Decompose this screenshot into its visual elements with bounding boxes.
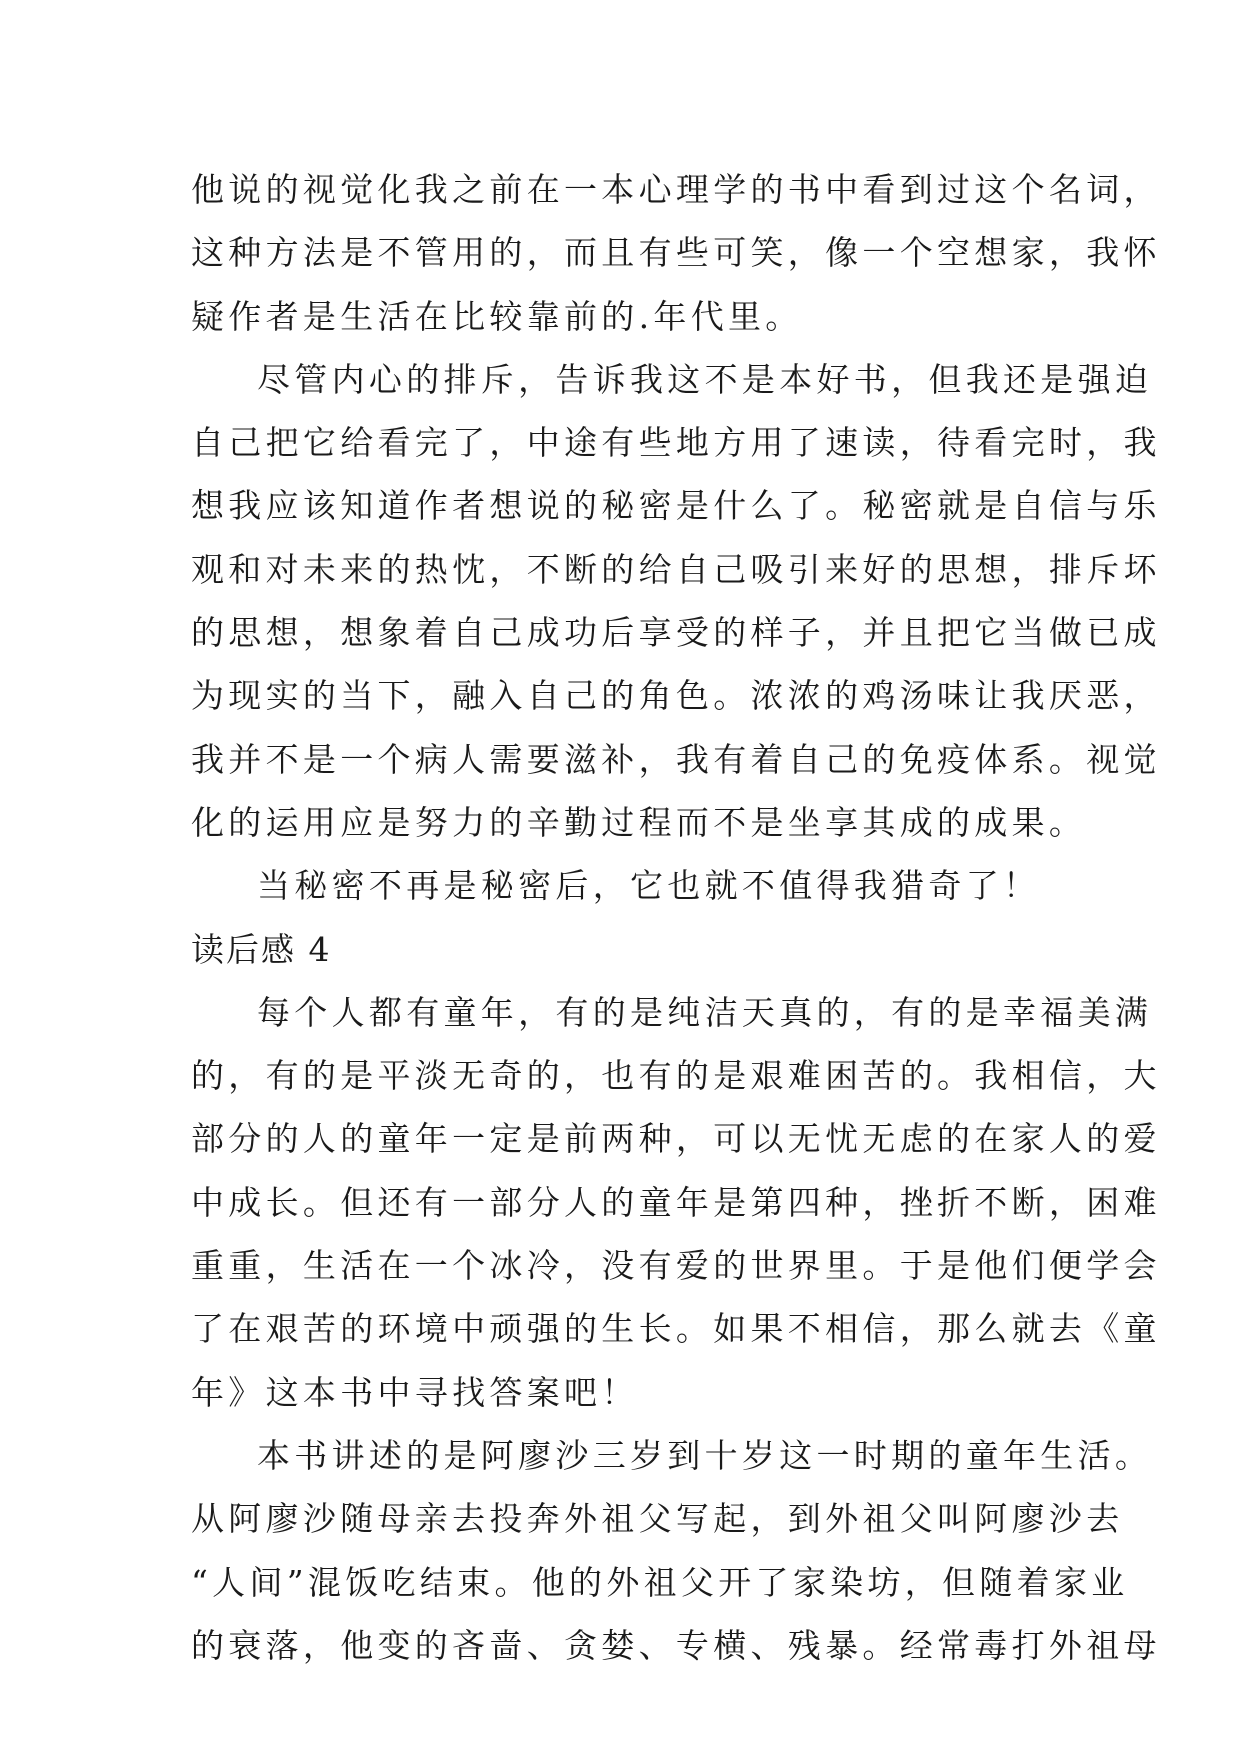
text-line: 的思想，想象着自己成功后享受的样子，并且把它当做已成 (191, 613, 1161, 653)
text-line: 想我应该知道作者想说的秘密是什么了。秘密就是自信与乐 (191, 486, 1161, 526)
text-line: 他说的视觉化我之前在一本心理学的书中看到过这个名词， (191, 170, 1161, 209)
text-line: 疑作者是生活在比较靠前的.年代里。 (191, 296, 803, 336)
text-line: 年》这本书中寻找答案吧！ (191, 1372, 639, 1412)
text-line: 的，有的是平淡无奇的，也有的是艰难困苦的。我相信，大 (191, 1056, 1161, 1096)
section-heading: 读后感 4 (191, 929, 332, 969)
text-line: 的衰落，他变的吝啬、贪婪、专横、残暴。经常毒打外祖母 (191, 1625, 1161, 1665)
text-line: “人间”混饭吃结束。他的外祖父开了家染坊，但随着家业 (191, 1562, 1129, 1602)
text-line: 我并不是一个病人需要滋补，我有着自己的免疫体系。视觉 (191, 739, 1161, 779)
text-line: 当秘密不再是秘密后，它也就不值得我猎奇了！ (257, 866, 1041, 906)
text-line: 化的运用应是努力的辛勤过程而不是坐享其成的成果。 (191, 802, 1087, 842)
text-line: 尽管内心的排斥，告诉我这不是本好书，但我还是强迫 (257, 359, 1153, 399)
text-line: 这种方法是不管用的，而且有些可笑，像一个空想家，我怀 (191, 233, 1161, 273)
text-line: 本书讲述的是阿廖沙三岁到十岁这一时期的童年生活。 (257, 1435, 1153, 1475)
body-text (191, 158, 1161, 1677)
text-line: 自己把它给看完了，中途有些地方用了速读，待看完时，我 (191, 423, 1161, 463)
text-line: 每个人都有童年，有的是纯洁天真的，有的是幸福美满 (257, 992, 1153, 1032)
text-line: 重重，生活在一个冰冷，没有爱的世界里。于是他们便学会 (191, 1246, 1161, 1286)
text-line: 观和对未来的热忱，不断的给自己吸引来好的思想，排斥坏 (191, 549, 1161, 589)
text-line: 从阿廖沙随母亲去投奔外祖父写起，到外祖父叫阿廖沙去 (191, 1499, 1124, 1539)
text-line: 了在艰苦的环境中顽强的生长。如果不相信，那么就去《童 (191, 1309, 1161, 1349)
text-line: 部分的人的童年一定是前两种，可以无忧无虑的在家人的爱 (191, 1119, 1161, 1159)
text-line: 为现实的当下，融入自己的角色。浓浓的鸡汤味让我厌恶， (191, 676, 1161, 716)
text-line: 中成长。但还有一部分人的童年是第四种，挫折不断，困难 (191, 1182, 1161, 1222)
